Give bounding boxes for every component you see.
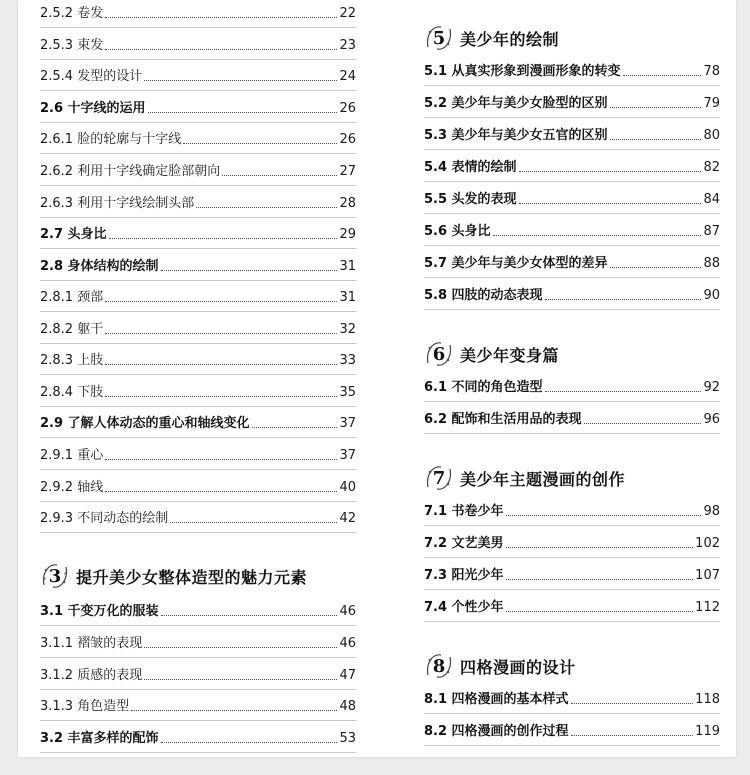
leader-dots <box>610 107 702 108</box>
toc-entry <box>40 658 356 684</box>
toc-entry <box>424 402 720 428</box>
leader-dots <box>506 547 694 548</box>
leader-dots <box>571 735 694 736</box>
chapter-title: 美少年变身篇 <box>460 345 560 365</box>
chapter-number-badge <box>40 561 70 591</box>
entry-title: 5.7 美少年与美少女体型的差异 <box>424 256 608 271</box>
entry-page: 79 <box>703 96 720 111</box>
entry-page: 29 <box>339 227 356 242</box>
leader-dots <box>545 391 702 392</box>
leader-dots <box>196 207 337 208</box>
leader-dots <box>109 238 338 239</box>
entry-page: 47 <box>339 668 356 683</box>
leader-dots <box>105 364 337 365</box>
toc-entry <box>40 0 356 22</box>
leader-dots <box>222 175 337 176</box>
entry-page: 46 <box>339 636 356 651</box>
toc-entry <box>40 217 356 243</box>
entry-title: 2.5.3 束发 <box>40 38 104 53</box>
entry-title: 2.6 十字线的运用 <box>40 101 146 116</box>
toc-entry <box>40 343 356 369</box>
toc-entry <box>40 594 356 620</box>
entry-page: 37 <box>339 448 356 463</box>
chapter-title: 美少年主题漫画的创作 <box>460 469 626 489</box>
entry-page: 118 <box>695 692 720 707</box>
entry-title: 3.1.1 褶皱的表现 <box>40 636 143 651</box>
entry-title: 5.3 美少年与美少女五官的区别 <box>424 128 608 143</box>
toc-entry <box>424 526 720 552</box>
entry-title: 2.8.2 躯干 <box>40 322 104 337</box>
entry-page: 31 <box>339 290 356 305</box>
entry-page: 119 <box>695 724 720 739</box>
leader-dots <box>131 710 337 711</box>
entry-page: 80 <box>703 128 720 143</box>
entry-title: 5.6 头身比 <box>424 224 491 239</box>
chapter-title: 美少年的绘制 <box>460 29 560 49</box>
leader-dots <box>519 203 702 204</box>
entry-title: 7.3 阳光少年 <box>424 568 504 583</box>
entry-title: 2.6.3 利用十字线绘制头部 <box>40 196 195 211</box>
entry-title: 5.1 从真实形象到漫画形象的转变 <box>424 64 621 79</box>
toc-entry <box>40 406 356 432</box>
toc-entry <box>40 501 356 527</box>
leader-dots <box>105 459 337 460</box>
entry-page: 31 <box>339 259 356 274</box>
entry-title: 2.5.4 发型的设计 <box>40 69 143 84</box>
leader-dots <box>584 423 702 424</box>
leader-dots <box>623 75 702 76</box>
toc-entry <box>40 280 356 306</box>
entry-page: 84 <box>703 192 720 207</box>
toc-entry <box>424 150 720 176</box>
entry-page: 53 <box>339 731 356 746</box>
leader-dots <box>610 267 702 268</box>
leader-dots <box>105 49 337 50</box>
leader-dots <box>506 579 694 580</box>
leader-dots <box>519 171 702 172</box>
leader-dots <box>506 611 694 612</box>
toc-entry <box>40 470 356 496</box>
chapter-number: 7 <box>432 467 446 489</box>
entry-page: 92 <box>703 380 720 395</box>
entry-title: 2.9.3 不同动态的绘制 <box>40 511 169 526</box>
entry-title: 8.1 四格漫画的基本样式 <box>424 692 569 707</box>
entry-title: 3.2 丰富多样的配饰 <box>40 731 159 746</box>
leader-dots <box>144 679 337 680</box>
entry-page: 22 <box>339 6 356 21</box>
leader-dots <box>105 301 337 302</box>
entry-title: 5.4 表情的绘制 <box>424 160 517 175</box>
toc-entry <box>424 714 720 740</box>
leader-dots <box>571 703 694 704</box>
entry-page: 24 <box>339 69 356 84</box>
entry-title: 2.5.2 卷发 <box>40 6 104 21</box>
entry-title: 3.1 千变万化的服装 <box>40 604 159 619</box>
leader-dots <box>610 139 702 140</box>
entry-page: 27 <box>339 164 356 179</box>
chapter-heading <box>424 650 576 682</box>
entry-page: 40 <box>339 480 356 495</box>
leader-dots <box>144 647 337 648</box>
entry-title: 5.2 美少年与美少女脸型的区别 <box>424 96 608 111</box>
toc-entry <box>40 375 356 401</box>
entry-page: 102 <box>695 536 720 551</box>
chapter-number-badge <box>424 23 454 53</box>
entry-page: 32 <box>339 322 356 337</box>
entry-title: 6.1 不同的角色造型 <box>424 380 543 395</box>
leader-dots <box>105 17 337 18</box>
entry-page: 26 <box>339 101 356 116</box>
leader-dots <box>170 522 337 523</box>
entry-title: 3.1.2 质感的表现 <box>40 668 143 683</box>
toc-entry <box>424 214 720 240</box>
toc-entry <box>424 86 720 112</box>
leader-dots <box>144 80 337 81</box>
chapter-heading <box>40 560 307 592</box>
toc-entry <box>40 122 356 148</box>
entry-page: 48 <box>339 699 356 714</box>
entry-title: 5.8 四肢的动态表现 <box>424 288 543 303</box>
entry-title: 2.9 了解人体动态的重心和轴线变化 <box>40 416 250 431</box>
toc-entry <box>424 558 720 584</box>
entry-title: 7.1 书卷少年 <box>424 504 504 519</box>
entry-title: 5.5 头发的表现 <box>424 192 517 207</box>
toc-entry <box>40 438 356 464</box>
entry-page: 87 <box>703 224 720 239</box>
leader-dots <box>148 112 338 113</box>
entry-title: 2.8.3 上肢 <box>40 353 104 368</box>
toc-entry <box>40 91 356 117</box>
entry-page: 98 <box>703 504 720 519</box>
toc-entry <box>40 721 356 747</box>
leader-dots <box>183 143 337 144</box>
toc-entry <box>40 249 356 275</box>
entry-title: 7.2 文艺美男 <box>424 536 504 551</box>
toc-entry <box>40 312 356 338</box>
chapter-number-badge <box>424 463 454 493</box>
entry-page: 107 <box>695 568 720 583</box>
leader-dots <box>105 333 337 334</box>
toc-entry <box>424 682 720 708</box>
entry-title: 3.1.3 角色造型 <box>40 699 130 714</box>
entry-page: 26 <box>339 132 356 147</box>
entry-page: 42 <box>339 511 356 526</box>
entry-page: 23 <box>339 38 356 53</box>
entry-title: 2.9.2 轴线 <box>40 480 104 495</box>
entry-title: 2.9.1 重心 <box>40 448 104 463</box>
toc-page <box>18 0 736 757</box>
toc-entry <box>424 370 720 396</box>
entry-title: 2.8.4 下肢 <box>40 385 104 400</box>
entry-title: 2.6.1 脸的轮廓与十字线 <box>40 132 182 147</box>
entry-page: 90 <box>703 288 720 303</box>
leader-dots <box>506 515 702 516</box>
entry-title: 6.2 配饰和生活用品的表现 <box>424 412 582 427</box>
leader-dots <box>161 742 338 743</box>
leader-dots <box>493 235 702 236</box>
chapter-heading <box>424 462 625 494</box>
chapter-number: 5 <box>432 27 446 49</box>
entry-title: 2.6.2 利用十字线确定脸部朝向 <box>40 164 221 179</box>
entry-page: 88 <box>703 256 720 271</box>
toc-entry <box>424 278 720 304</box>
toc-entry <box>424 182 720 208</box>
chapter-title: 四格漫画的设计 <box>460 657 576 677</box>
entry-title: 8.2 四格漫画的创作过程 <box>424 724 569 739</box>
entry-page: 46 <box>339 604 356 619</box>
entry-page: 35 <box>339 385 356 400</box>
toc-entry <box>40 186 356 212</box>
leader-dots <box>161 615 338 616</box>
entry-title: 2.8 身体结构的绘制 <box>40 259 159 274</box>
chapter-number: 3 <box>48 565 62 587</box>
entry-title: 2.8.1 颈部 <box>40 290 104 305</box>
entry-page: 96 <box>703 412 720 427</box>
chapter-heading <box>424 22 559 54</box>
chapter-heading <box>424 338 559 370</box>
chapter-number-badge <box>424 651 454 681</box>
toc-entry <box>40 689 356 715</box>
leader-dots <box>105 491 337 492</box>
toc-entry <box>40 59 356 85</box>
toc-entry <box>424 494 720 520</box>
toc-entry <box>40 28 356 54</box>
toc-entry <box>424 590 720 616</box>
leader-dots <box>161 270 338 271</box>
leader-dots <box>252 427 338 428</box>
toc-entry <box>40 154 356 180</box>
leader-dots <box>545 299 702 300</box>
chapter-number: 6 <box>432 343 446 365</box>
leader-dots <box>105 396 337 397</box>
entry-page: 28 <box>339 196 356 211</box>
entry-page: 37 <box>339 416 356 431</box>
entry-page: 78 <box>703 64 720 79</box>
toc-entry <box>424 54 720 80</box>
chapter-number-badge <box>424 339 454 369</box>
entry-title: 7.4 个性少年 <box>424 600 504 615</box>
entry-title: 2.7 头身比 <box>40 227 107 242</box>
chapter-title: 提升美少女整体造型的魅力元素 <box>76 567 308 587</box>
toc-entry <box>424 246 720 272</box>
entry-page: 112 <box>695 600 720 615</box>
chapter-number: 8 <box>432 655 446 677</box>
entry-page: 82 <box>703 160 720 175</box>
toc-entry <box>40 626 356 652</box>
toc-entry <box>424 118 720 144</box>
entry-page: 33 <box>339 353 356 368</box>
